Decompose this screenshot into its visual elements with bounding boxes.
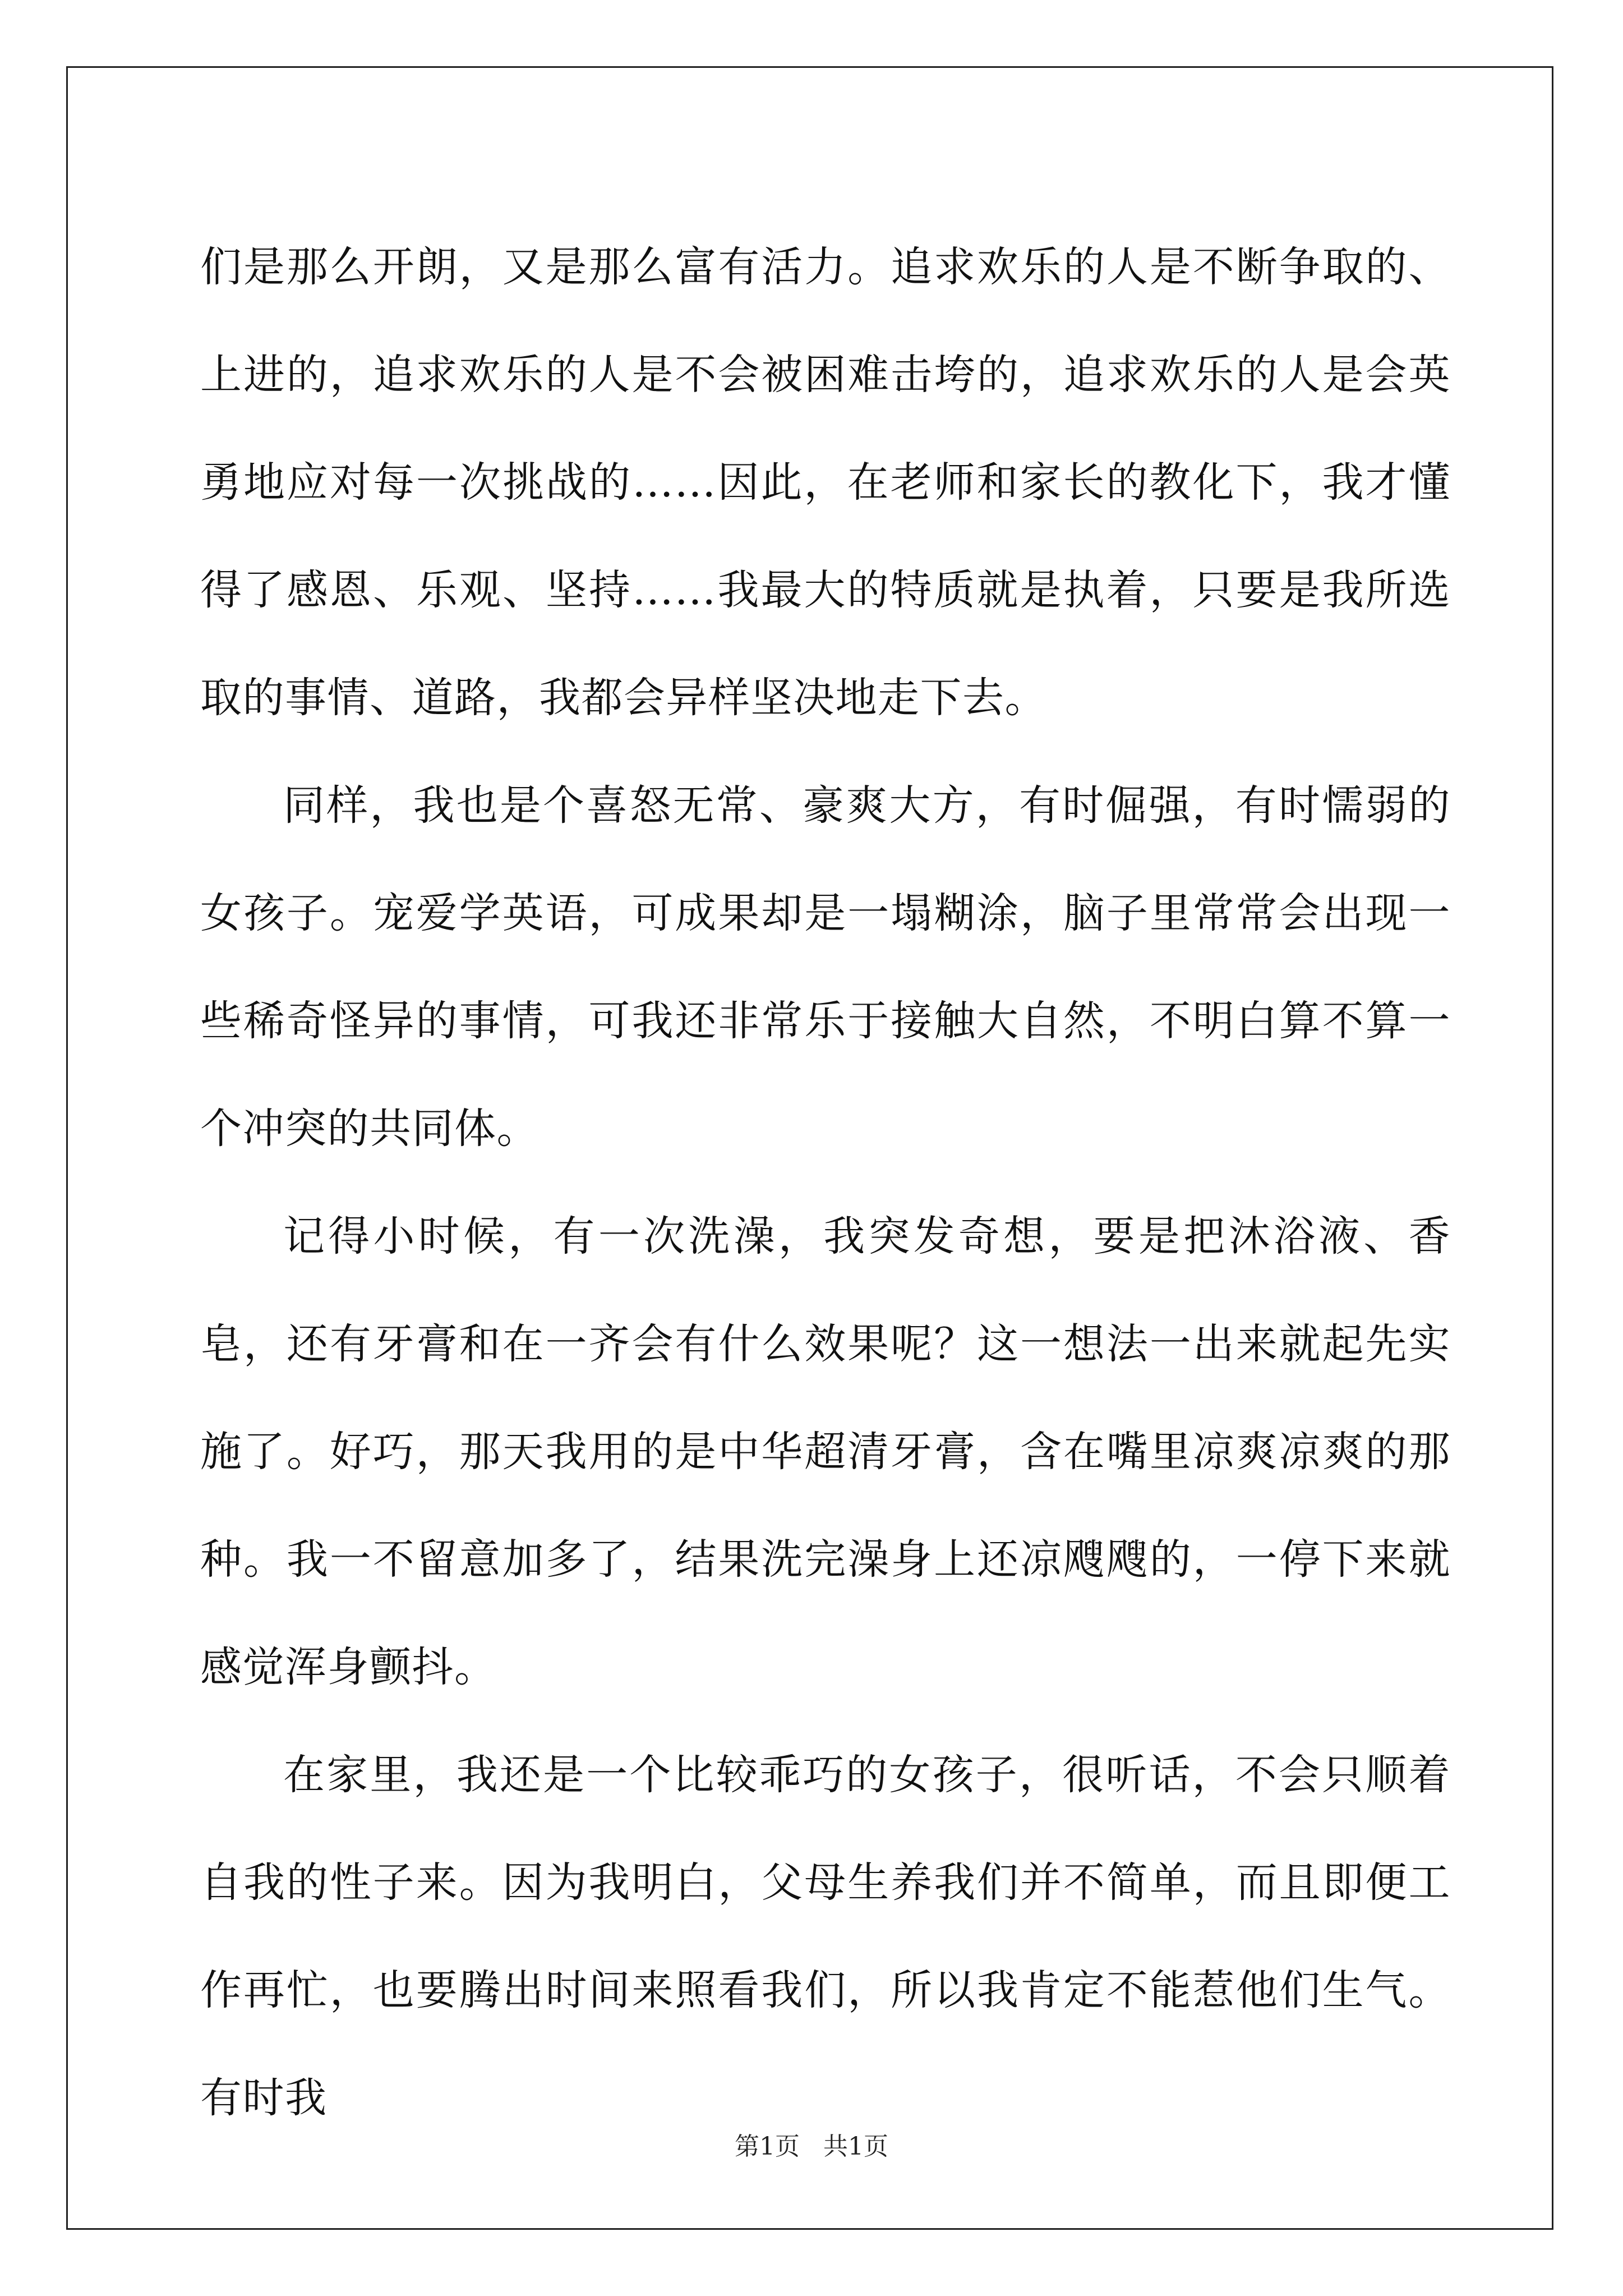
paragraph-3: 记得小时候，有一次洗澡，我突发奇想，要是把沐浴液、香皂，还有牙膏和在一齐会有什么效果呢？这一想法一出来就起先实施了。好巧，那天我用的是中华超清牙膏，含在嘴里凉爽凉爽的那种。我一不留意加多了，结果洗完澡身上还凉飕飕的，一停下来就感觉浑身颤抖。: [200, 1212, 1451, 1691]
page-footer: [0, 2126, 1623, 2162]
paragraph-2: 同样，我也是个喜怒无常、豪爽大方，有时倔强，有时懦弱的女孩子。宠爱学英语，可成果却是一塌糊涂，脑子里常常会出现一些稀奇怪异的事情，可我还非常乐于接触大自然，不明白算不算一个冲突的共同体。: [200, 781, 1451, 1153]
paragraph-4: 在家里，我还是一个比较乖巧的女孩子，很听话，不会只顺着自我的性子来。因为我明白，父母生养我们并不简单，而且即便工作再忙，也要腾出时间来照看我们，所以我肯定不能惹他们生气。有时我: [200, 1751, 1451, 2122]
footer-spacer: [800, 2132, 823, 2161]
document-body: [200, 213, 1451, 2152]
paragraph-1: 们是那么开朗，又是那么富有活力。追求欢乐的人是不断争取的、上进的，追求欢乐的人是不会被困难击垮的，追求欢乐的人是会英勇地应对每一次挑战的……因此，在老师和家长的教化下，我才懂得了感恩、乐观、坚持……我最大的特质就是执着，只要是我所选取的事情、道路，我都会异样坚决地走下去。: [200, 243, 1451, 722]
page-number: 第1页: [735, 2132, 800, 2161]
page-total: 共1页: [823, 2132, 888, 2161]
